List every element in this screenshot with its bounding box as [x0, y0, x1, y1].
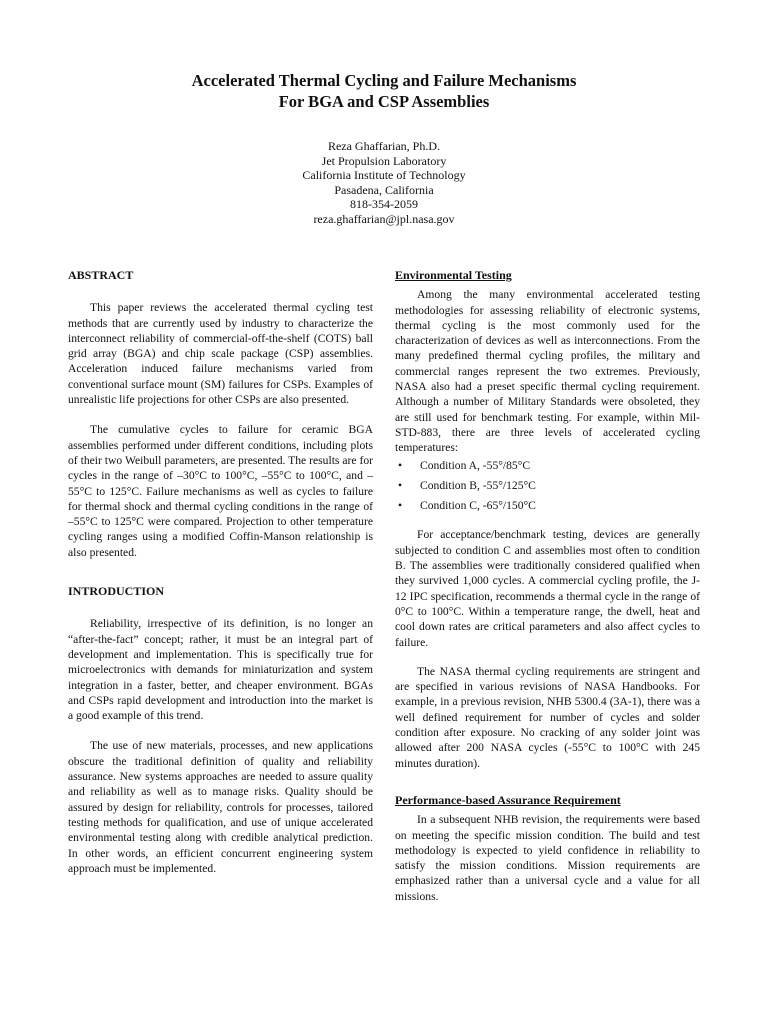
- author-name: Reza Ghaffarian, Ph.D.: [327, 139, 441, 153]
- author-email: reza.ghaffarian@jpl.nasa.gov: [313, 211, 455, 226]
- introduction-heading: INTRODUCTION: [68, 584, 165, 599]
- title-line-2: For BGA and CSP Assemblies: [278, 92, 490, 111]
- author-org-2: California Institute of Technology: [302, 168, 466, 183]
- environmental-testing-heading: Environmental Testing: [395, 268, 512, 282]
- paper-title: [0, 70, 768, 112]
- abstract-paragraph-2: The cumulative cycles to failure for ceramic BGA assemblies performed under different conditions, including plots of their two Weibull parameters, are presented. The results are for cycles in the range of –30°C to 100°C, –55°C to 100°C, and –55°C to 125°C. Failure mechanisms as well as cycles to failure for thermal shock and thermal cycling conditions in the range of –55°C to 125°C were compared. Projection to other temperature cycling ranges using a modified Coffin-Manson relationship is also presented.: [68, 423, 373, 559]
- condition-item: • Condition B, -55°/125°C: [395, 478, 700, 493]
- introduction-paragraph-2: The use of new materials, processes, and new applications obscure the traditional definition of quality and reliability assurance. New systems approaches are needed to assure quality and reliability as well as to manage risks. Quality should be assured by design for reliability, controls for processes, tailored testing methods for qualification, and use of unique accelerated environmental testing along with credible analytical prediction. In other words, an efficient concurrent engineering system approach must be implemented.: [68, 739, 373, 875]
- environmental-paragraph-2: For acceptance/benchmark testing, devices are generally subjected to condition C and assemblies most often to condition B. The assemblies were traditionally considered qualified when they survived 1,000 cycles. A commercial cycling profile, the J-12 IPC specification, recommends a thermal cycle in the range of 0°C to 100°C. Within a temperature range, the dwell, heat and cool down rates are critical parameters and also affect cycles to failure.: [395, 528, 700, 649]
- title-line-1: Accelerated Thermal Cycling and Failure Mechanisms: [191, 71, 577, 90]
- author-phone: 818-354-2059: [350, 197, 418, 212]
- performance-heading: Performance-based Assurance Requirement: [395, 792, 621, 807]
- author-block: [0, 139, 768, 227]
- condition-item: • Condition C, -65°/150°C: [395, 498, 700, 513]
- right-column: [395, 268, 700, 918]
- introduction-paragraph-1: Reliability, irrespective of its definition, is no longer an “after-the-fact” concept; rather, it must be an integral part of development and implementation. This is specifically true for microelectronics with demands for miniaturization and system integration in a faster, better, and cheaper environment. BGAs and CSPs rapid development and introduction into the market is a good example of this trend.: [68, 617, 373, 723]
- abstract-heading: ABSTRACT: [68, 268, 134, 282]
- left-column: [68, 268, 373, 891]
- performance-paragraph-1: In a subsequent NHB revision, the requirements were based on meeting the specific mission condition. The build and test methodology is expected to yield confidence in reliability to satisfy the mission conditions. Mission requirements are emphasized rather than a universal cycle and a value for all missions.: [395, 813, 700, 903]
- author-org-1: Jet Propulsion Laboratory: [321, 153, 447, 168]
- author-location: Pasadena, California: [334, 182, 434, 197]
- environmental-paragraph-3: The NASA thermal cycling requirements are stringent and are specified in various revisions of NASA Handbooks. For example, in a previous revision, NHB 5300.4 (3A-1), there was a well defined requirement for number of cycles and solder condition after exposure. No cracking of any solder joint was allowed after 200 NASA cycles (-55°C to 100°C with 245 minutes duration).: [395, 664, 700, 770]
- condition-item: • Condition A, -55°/85°C: [395, 458, 700, 473]
- abstract-paragraph-1: This paper reviews the accelerated thermal cycling test methods that are currently used by industry to characterize the interconnect reliability of commercial-off-the-shelf (COTS) ball grid array (BGA) and chip scale package (CSP) assemblies. Acceleration induced failure mechanisms varied from conventional surface mount (SM) failures for CSPs. Examples of unrealistic life projections for other CSPs are also presented.: [68, 301, 373, 407]
- environmental-paragraph-1: Among the many environmental accelerated testing methodologies for assessing reliability of electronic systems, thermal cycling is the most commonly used for the characterization of devices as well as interconnections. From the many predefined thermal cycling profiles, the military and commercial ranges represent the two extremes. Previously, NASA also had a preset specific thermal cycling requirement. Although a number of Military Standards were obsoleted, they are still used for benchmark testing. For example, within Mil-STD-883, there are three levels of accelerated cycling temperatures:: [395, 288, 700, 455]
- condition-list: [395, 458, 700, 514]
